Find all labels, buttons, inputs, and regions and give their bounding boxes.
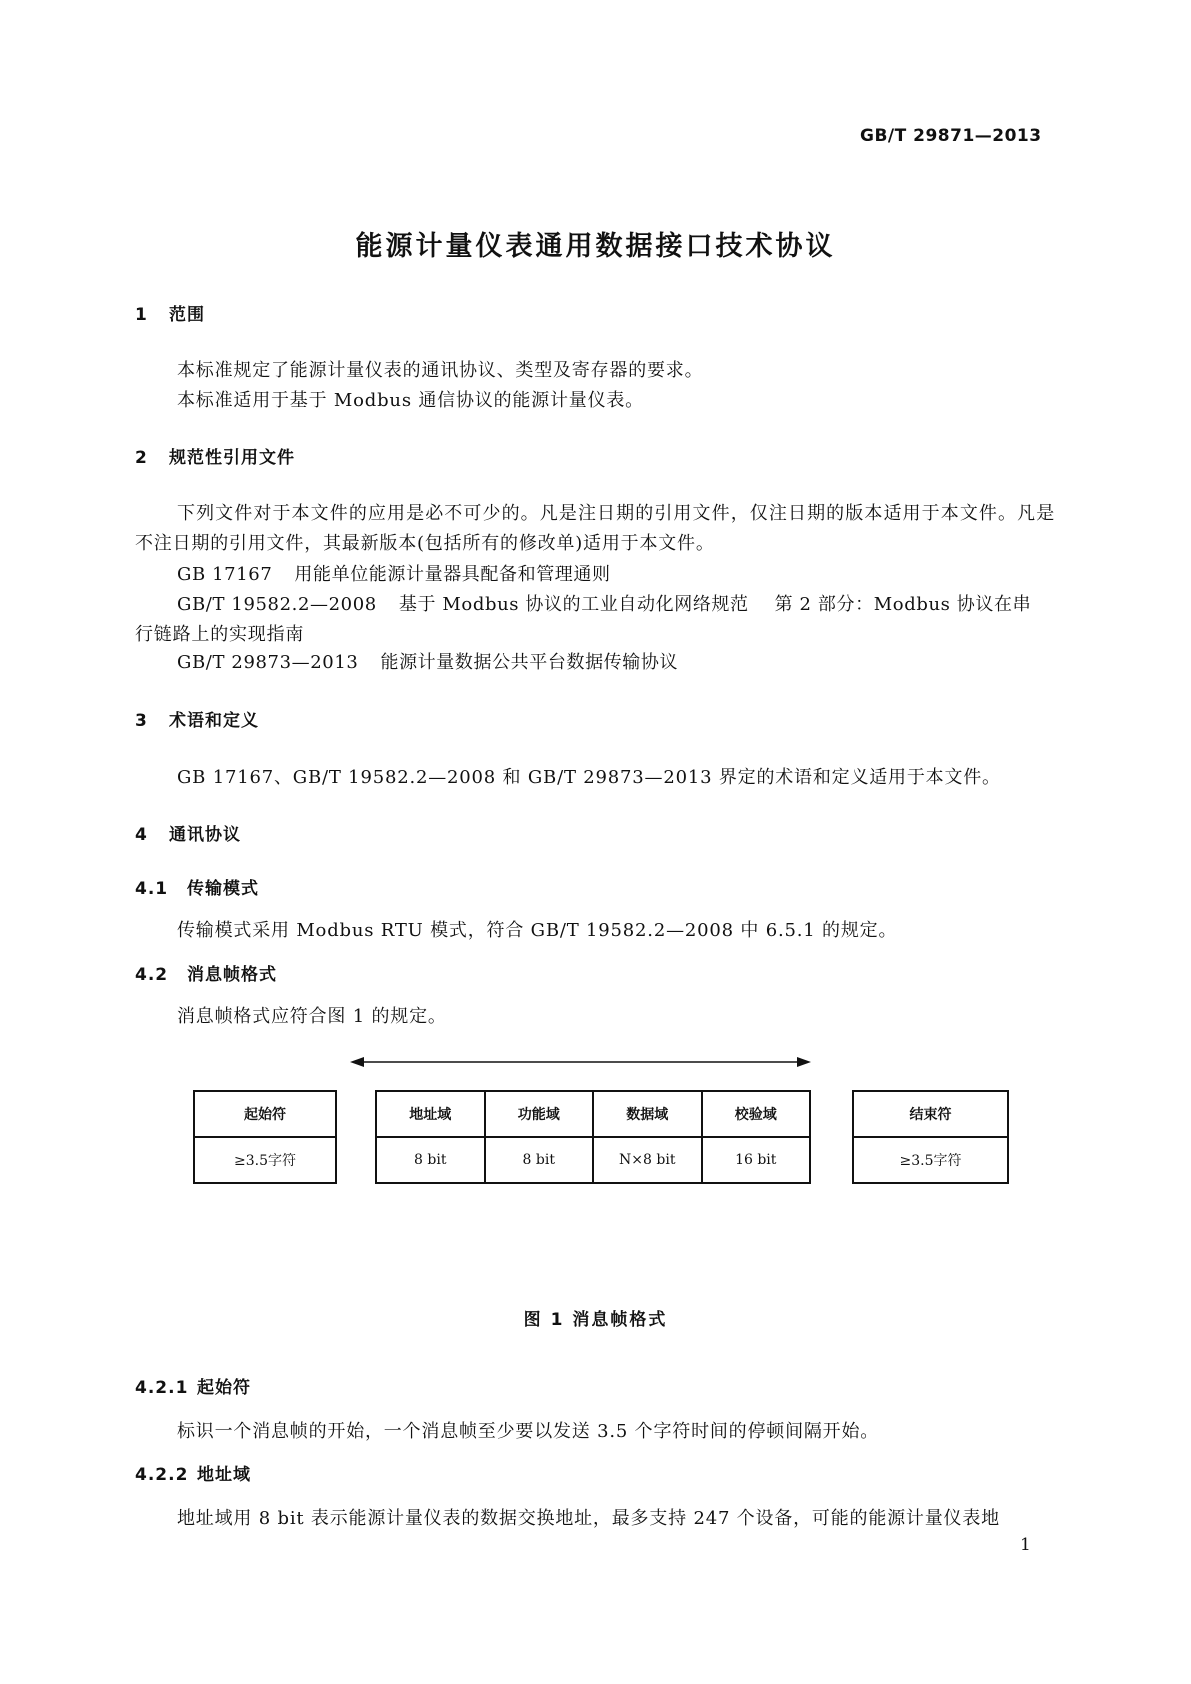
section-title: 规范性引用文件 <box>169 448 295 468</box>
section-heading-1 <box>135 300 205 325</box>
reference-code: GB/T 19582.2—2008 <box>177 594 377 615</box>
section-heading-4 <box>135 820 241 845</box>
page-number: 1 <box>1020 1535 1031 1555</box>
section-heading-2 <box>135 443 295 468</box>
reference-item <box>177 648 678 674</box>
section-title: 消息帧格式 <box>187 965 277 985</box>
section-heading-4-1 <box>135 874 259 899</box>
paragraph: 地址域用 8 bit 表示能源计量仪表的数据交换地址，最多支持 247 个设备，可能的能源计量仪表地 <box>177 1508 1000 1529</box>
frame-field-name: 结束符 <box>854 1092 1007 1138</box>
document-title: 能源计量仪表通用数据接口技术协议 <box>355 231 836 262</box>
frame-field-size: ≥3.5字符 <box>899 1153 962 1169</box>
reference-part: 第 2 部分：Modbus 协议在串 <box>774 594 1032 615</box>
standard-code: GB/T 29871—2013 <box>860 126 1042 146</box>
paragraph: 传输模式采用 Modbus RTU 模式，符合 GB/T 19582.2—2008 中 6.5.1 的规定。 <box>177 920 898 941</box>
frame-column <box>854 1092 1007 1182</box>
frame-column <box>486 1092 595 1182</box>
paragraph: GB 17167、GB/T 19582.2—2008 和 GB/T 29873—2013 界定的术语和定义适用于本文件。 <box>177 767 1001 788</box>
reference-item <box>177 560 611 586</box>
frame-field-size: ≥3.5字符 <box>234 1153 296 1169</box>
end-delimiter-box <box>852 1090 1009 1184</box>
section-title: 术语和定义 <box>169 711 259 731</box>
section-heading-4-2-2 <box>135 1460 251 1485</box>
section-number: 2 <box>135 448 148 468</box>
frame-column <box>594 1092 703 1182</box>
section-heading-3 <box>135 706 259 731</box>
reference-title: 基于 Modbus 协议的工业自动化网络规范 <box>398 594 749 615</box>
reference-title: 用能单位能源计量器具配备和管理通则 <box>294 564 611 585</box>
frame-field-name: 数据域 <box>594 1092 701 1138</box>
frame-field-size: N×8 bit <box>619 1152 676 1168</box>
section-title: 起始符 <box>197 1378 251 1398</box>
frame-field-name: 校验域 <box>703 1092 810 1138</box>
paragraph: 消息帧格式应符合图 1 的规定。 <box>177 1006 447 1027</box>
frame-field-name: 起始符 <box>195 1092 335 1138</box>
section-title: 地址域 <box>197 1465 251 1485</box>
reference-title: 能源计量数据公共平台数据传输协议 <box>380 652 679 673</box>
section-title: 通讯协议 <box>169 825 241 845</box>
frame-column <box>195 1092 335 1182</box>
section-number: 4.2.2 <box>135 1465 189 1485</box>
frame-column <box>703 1092 810 1182</box>
frame-field-name: 地址域 <box>377 1092 484 1138</box>
section-number: 4.2 <box>135 965 169 985</box>
paragraph: 下列文件对于本文件的应用是必不可少的。凡是注日期的引用文件，仅注日期的版本适用于本文件。凡是不注日期的引用文件，其最新版本(包括所有的修改单)适用于本文件。 <box>135 503 1055 554</box>
section-number: 4.2.1 <box>135 1378 189 1398</box>
section-number: 3 <box>135 711 148 731</box>
section-title: 传输模式 <box>187 879 259 899</box>
paragraph: 本标准规定了能源计量仪表的通讯协议、类型及寄存器的要求。 <box>177 360 704 381</box>
reference-item <box>177 590 1031 616</box>
paragraph: 标识一个消息帧的开始，一个消息帧至少要以发送 3.5 个字符时间的停顿间隔开始。 <box>177 1421 880 1442</box>
frame-field-name: 功能域 <box>486 1092 593 1138</box>
message-fields-box <box>375 1090 811 1184</box>
section-number: 4 <box>135 825 148 845</box>
reference-code: GB/T 29873—2013 <box>177 652 359 673</box>
paragraph: 本标准适用于基于 Modbus 通信协议的能源计量仪表。 <box>177 390 644 411</box>
reference-code: GB 17167 <box>177 564 273 585</box>
section-title: 范围 <box>169 305 205 325</box>
frame-field-size: 8 bit <box>414 1152 447 1168</box>
frame-field-size: 16 bit <box>735 1152 777 1168</box>
section-heading-4-2 <box>135 960 277 985</box>
frame-column <box>377 1092 486 1182</box>
section-number: 4.1 <box>135 879 169 899</box>
section-number: 1 <box>135 305 148 325</box>
start-delimiter-box <box>193 1090 337 1184</box>
frame-field-size: 8 bit <box>522 1152 555 1168</box>
figure-caption: 图 1 消息帧格式 <box>523 1310 668 1330</box>
section-heading-4-2-1 <box>135 1373 251 1398</box>
reference-continuation: 行链路上的实现指南 <box>135 624 305 645</box>
